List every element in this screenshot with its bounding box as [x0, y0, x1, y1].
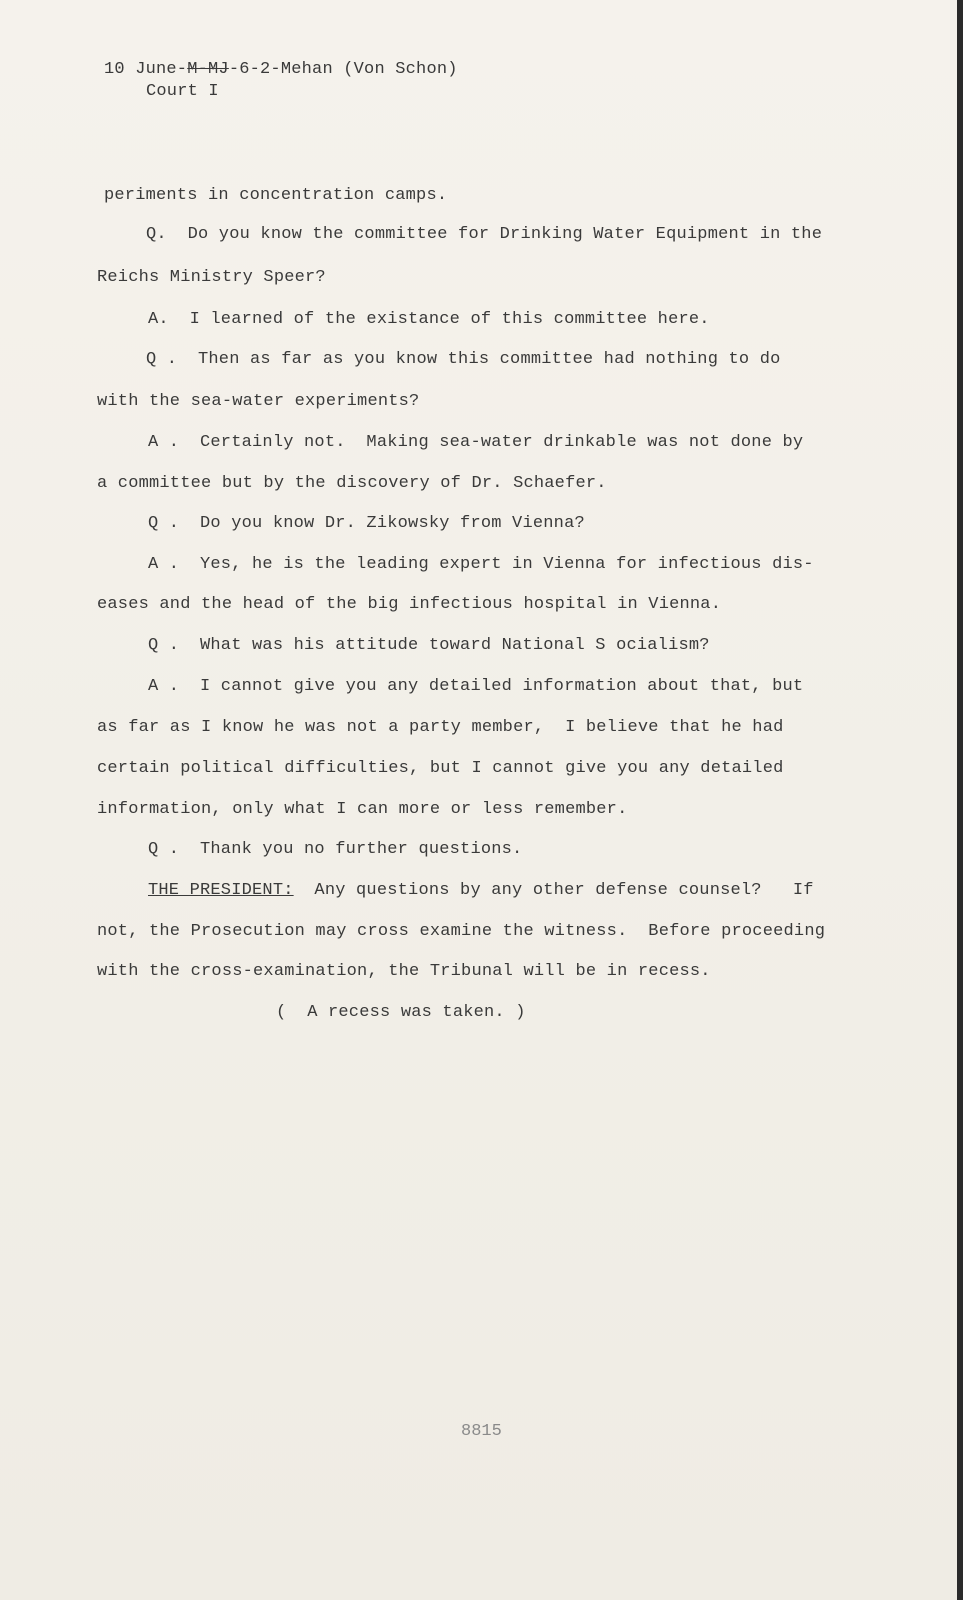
answer-3-line-1: A . Yes, he is the leading expert in Vienna for infectious dis- — [148, 555, 814, 574]
answer-3-line-2: eases and the head of the big infectious hospital in Vienna. — [97, 595, 722, 614]
recess-note: ( A recess was taken. ) — [276, 1003, 526, 1022]
question-3: Q . Do you know Dr. Zikowsky from Vienna? — [148, 514, 585, 533]
paragraph-continuation: periments in concentration camps. — [104, 186, 448, 205]
question-5: Q . Thank you no further questions. — [148, 840, 523, 859]
answer-4-line-3: certain political difficulties, but I cannot give you any detailed — [97, 759, 784, 778]
question-4: Q . What was his attitude toward National S ocialism? — [148, 636, 710, 655]
answer-2-line-2: a committee but by the discovery of Dr. Schaefer. — [97, 474, 607, 493]
president-statement: Any questions by any other defense counsel? If — [293, 881, 814, 900]
answer-4-line-4: information, only what I can more or less remember. — [97, 800, 628, 819]
question-1-line-2: Reichs Ministry Speer? — [97, 268, 326, 287]
question-2-line-1: Q . Then as far as you know this committee had nothing to do — [146, 350, 781, 369]
header-line-1 — [104, 60, 458, 80]
speaker-label: THE PRESIDENT: — [148, 881, 294, 900]
answer-2-line-1: A . Certainly not. Making sea-water drinkable was not done by — [148, 433, 804, 452]
question-2-line-2: with the sea-water experiments? — [97, 392, 420, 411]
page-number: 8815 — [461, 1422, 502, 1441]
president-line-2: not, the Prosecution may cross examine the witness. Before proceeding — [97, 922, 826, 941]
president-line-1 — [148, 881, 814, 901]
answer-1: A. I learned of the existance of this committee here. — [148, 310, 710, 329]
question-1-line-1: Q. Do you know the committee for Drinking Water Equipment in the — [146, 225, 823, 244]
header-reference: -6-2-Mehan (Von Schon) — [228, 60, 458, 79]
header-struck-text: M-MJ — [187, 60, 229, 79]
president-line-3: with the cross-examination, the Tribunal will be in recess. — [97, 962, 711, 981]
header-date: 10 June- — [104, 60, 188, 79]
header-court: Court I — [146, 82, 219, 101]
answer-4-line-1: A . I cannot give you any detailed information about that, but — [148, 677, 804, 696]
answer-4-line-2: as far as I know he was not a party member, I believe that he had — [97, 718, 784, 737]
